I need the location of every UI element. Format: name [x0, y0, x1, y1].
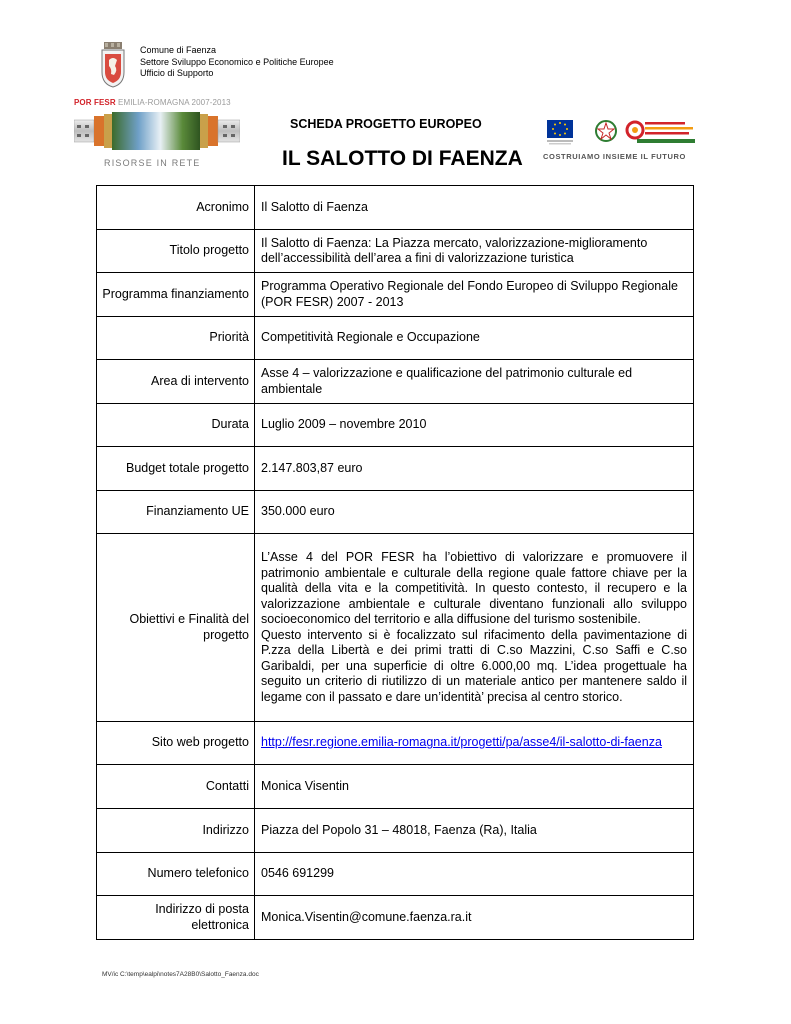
- row-value: Monica.Visentin@comune.faenza.ra.it: [255, 896, 694, 940]
- objectives-paragraph-2: Questo intervento si è focalizzato sul rifacimento della pavimentazione di P.zza della Libertà e dei primi tratti di C.so Mazzini, C.so Saffi e C.so Garibaldi, per una superficie di oltre 6.000,00 mq. L’idea progettuale ha seguito un criterio di riutilizzo di un materiale antico per mantenere saldo il legame con il passato e dare un’identità’ precisa al centro storico.: [261, 627, 687, 704]
- document-title: IL SALOTTO DI FAENZA: [282, 147, 523, 170]
- eu-flag-icon: [547, 120, 573, 145]
- row-label: Contatti: [97, 765, 255, 809]
- file-path-footer: MV/ic C:\temp\ealpi\notes7A28B0\Salotto_Faenza.doc: [102, 971, 259, 978]
- table-row: [97, 809, 694, 853]
- table-row: [97, 360, 694, 404]
- row-label: Programma finanziamento: [97, 273, 255, 317]
- row-label: Indirizzo di posta elettronica: [97, 896, 255, 940]
- table-row: [97, 534, 694, 722]
- table-row: [97, 273, 694, 317]
- row-label: Finanziamento UE: [97, 491, 255, 534]
- table-row: [97, 853, 694, 896]
- table-row: [97, 447, 694, 491]
- funding-logos: [543, 118, 713, 166]
- row-label: Durata: [97, 404, 255, 447]
- por-fesr-regione-logo-icon: [627, 122, 695, 143]
- row-value: 0546 691299: [255, 853, 694, 896]
- row-label: Sito web progetto: [97, 722, 255, 765]
- table-row: [97, 186, 694, 230]
- por-fesr-title: [74, 98, 231, 107]
- scheda-label: SCHEDA PROGETTO EUROPEO: [290, 117, 482, 131]
- table-row: [97, 896, 694, 940]
- row-label: Obiettivi e Finalità del progetto: [97, 534, 255, 722]
- row-value: Luglio 2009 – novembre 2010: [255, 404, 694, 447]
- row-value: Monica Visentin: [255, 765, 694, 809]
- italian-republic-emblem-icon: [596, 121, 616, 141]
- project-website-link[interactable]: http://fesr.regione.emilia-romagna.it/progetti/pa/asse4/il-salotto-di-faenza: [261, 735, 662, 750]
- project-info-table: [96, 185, 694, 940]
- row-label: Budget totale progetto: [97, 447, 255, 491]
- table-row: [97, 404, 694, 447]
- row-label: Area di intervento: [97, 360, 255, 404]
- table-row: [97, 317, 694, 360]
- row-label: Titolo progetto: [97, 230, 255, 273]
- objectives-paragraph-1: L’Asse 4 del POR FESR ha l’obiettivo di valorizzare e promuovere il patrimonio ambientale e culturale della regione quale fattore chiave per la qualità della vita e la competitività. In questo contesto, il recupero e la valorizzazione ambientale e culturale diventano funzionali allo sviluppo socioeconomico del territorio e alla diffusione del turismo sostenibile.: [261, 550, 687, 626]
- issuer-line-2: Settore Sviluppo Economico e Politiche Europee: [140, 56, 334, 67]
- row-value: Il Salotto di Faenza: La Piazza mercato, valorizzazione-miglioramento dell’accessibilità dell’area a fini di valorizzazione turistica: [255, 230, 694, 273]
- table-row: [97, 491, 694, 534]
- row-label: Numero telefonico: [97, 853, 255, 896]
- table-row: [97, 230, 694, 273]
- row-label: Priorità: [97, 317, 255, 360]
- row-value: Piazza del Popolo 31 – 48018, Faenza (Ra), Italia: [255, 809, 694, 853]
- row-value: 2.147.803,87 euro: [255, 447, 694, 491]
- risorse-in-rete-caption: RISORSE IN RETE: [104, 158, 201, 168]
- row-value: Asse 4 – valorizzazione e qualificazione del patrimonio culturale ed ambientale: [255, 360, 694, 404]
- row-value: Programma Operativo Regionale del Fondo Europeo di Sviluppo Regionale (POR FESR) 2007 - 2013: [255, 273, 694, 317]
- por-fesr-logo: [74, 98, 240, 170]
- por-fesr-title-grey: EMILIA-ROMAGNA 2007-2013: [118, 98, 231, 107]
- issuer-line-3: Ufficio di Supporto: [140, 68, 214, 78]
- row-label: Indirizzo: [97, 809, 255, 853]
- funding-logo-icons: [543, 118, 713, 150]
- row-value: 350.000 euro: [255, 491, 694, 534]
- table-row: [97, 722, 694, 765]
- table-row: [97, 765, 694, 809]
- usb-key-graphic: [74, 112, 240, 152]
- issuer-block: [140, 45, 334, 80]
- por-fesr-title-red: POR FESR: [74, 98, 116, 107]
- row-value: Competitività Regionale e Occupazione: [255, 317, 694, 360]
- row-value: [255, 722, 694, 765]
- row-label: Acronimo: [97, 186, 255, 230]
- row-value: Il Salotto di Faenza: [255, 186, 694, 230]
- costruiamo-tagline: COSTRUIAMO INSIEME IL FUTURO: [543, 152, 686, 161]
- issuer-line-1: Comune di Faenza: [140, 45, 217, 55]
- faenza-crest-logo: [100, 42, 126, 88]
- objectives-cell: [255, 534, 694, 722]
